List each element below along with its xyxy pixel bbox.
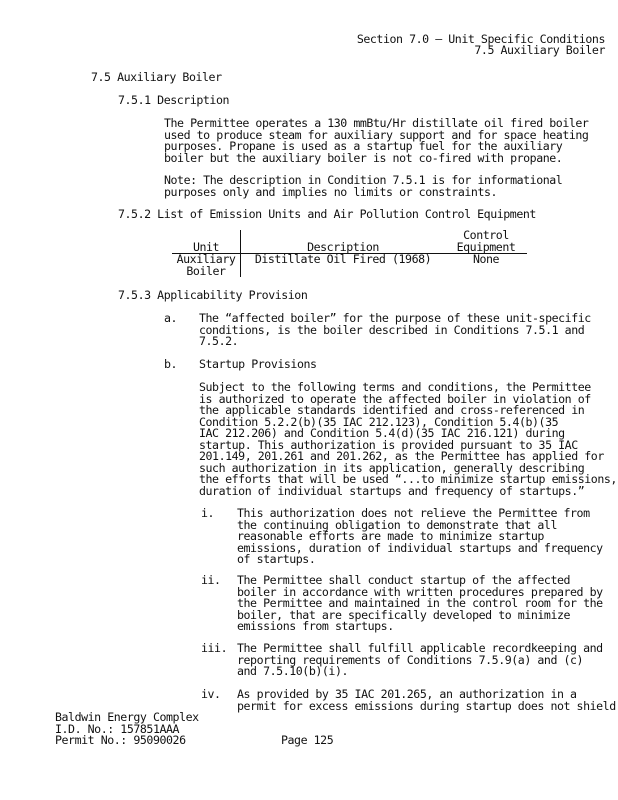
table-header-description: Description (241, 242, 446, 254)
subsection-7-5-2-heading: 7.5.2 List of Emission Units and Air Pollution Control Equipment (118, 207, 536, 221)
table-header-unit: Unit (172, 242, 241, 254)
footer-facility-info (55, 712, 199, 747)
item-b-title: Startup Provisions (199, 357, 317, 371)
table-cell-description: Distillate Oil Fired (1968) (241, 254, 446, 266)
list-item-label: iv. (201, 687, 221, 701)
item-a-text: The “affected boiler” for the purpose of these unit-specific conditions, is the boiler described in Conditions 7.5.1 and 7.5.2. (199, 311, 591, 348)
list-item: The Permittee shall conduct startup of the affected boiler in accordance with written procedures prepared by the Permittee and maintained in the control room for the boiler, that are specifically developed to minimize emissions from startups. (237, 573, 603, 633)
description-note: Note: The description in Condition 7.5.1 is for informational purposes only and implies no limits or constraints. (164, 173, 563, 199)
subsection-7-5-3-heading: 7.5.3 Applicability Provision (118, 288, 308, 302)
item-a-label: a. (164, 311, 178, 325)
footer-permit-number: Permit No.: 95090026 (55, 733, 186, 747)
table-cell-unit-cont: Boiler (186, 263, 226, 278)
table-cell-unit: Auxiliary (176, 252, 236, 266)
table-cell-control: None (472, 252, 500, 266)
list-item-label: i. (201, 506, 215, 520)
startup-provisions-paragraph: Subject to the following terms and conditions, the Permittee is authorized to operate the affected boiler in violation of the applicable standards identified and cross-referenced in Condition 5.2.2(b)(35 IAC 212.123), Condition 5.4(b)(35 IAC 212.206) and Condition 5.4(d)(35 IAC 216.121) during startup. This authorization is provided pursuant to 35 IAC 201.149, 201.261 and 201.262, as the Permittee has applied for such authorization in its application, generally describing the efforts that will be used “...to minimize startup emissions, duration of individual startups and frequency of startups.” (199, 380, 617, 498)
header-section-line: Section 7.0 – Unit Specific Conditions (356, 32, 605, 46)
emission-units-table (172, 230, 527, 277)
page-number: Page 125 (281, 733, 334, 747)
description-paragraph: The Permittee operates a 130 mmBtu/Hr distillate oil fired boiler used to produce steam for auxiliary support and for space heating purposes. Propane is used as a startup fuel for the auxiliary boiler but the auxiliary boiler is not co-fired with propane. (164, 116, 589, 165)
list-item: As provided by 35 IAC 201.265, an authorization in a permit for excess emissions during startup does not shield (237, 687, 616, 713)
list-item: The Permittee shall fulfill applicable recordkeeping and reporting requirements of Conditions 7.5.9(a) and (c) and 7.5.10(b)(i). (237, 641, 603, 678)
footer-id-number: I.D. No.: 157851AAA (55, 721, 180, 736)
section-title: 7.5 Auxiliary Boiler (91, 70, 222, 84)
item-b-label: b. (164, 357, 178, 371)
list-item-label: ii. (201, 573, 221, 587)
header-subsection-line: 7.5 Auxiliary Boiler (474, 43, 605, 57)
table-header-control-2: Equipment (445, 242, 527, 254)
list-item: This authorization does not relieve the Permittee from the continuing obligation to demonstrate that all reasonable efforts are made to minimize startup emissions, duration of individual startups and frequency of startups. (237, 506, 603, 566)
table-header-control-1: Control (463, 228, 509, 242)
subsection-7-5-1-heading: 7.5.1 Description (118, 93, 230, 107)
list-item-label: iii. (201, 641, 228, 655)
footer-facility-name: Baldwin Energy Complex (55, 710, 199, 724)
